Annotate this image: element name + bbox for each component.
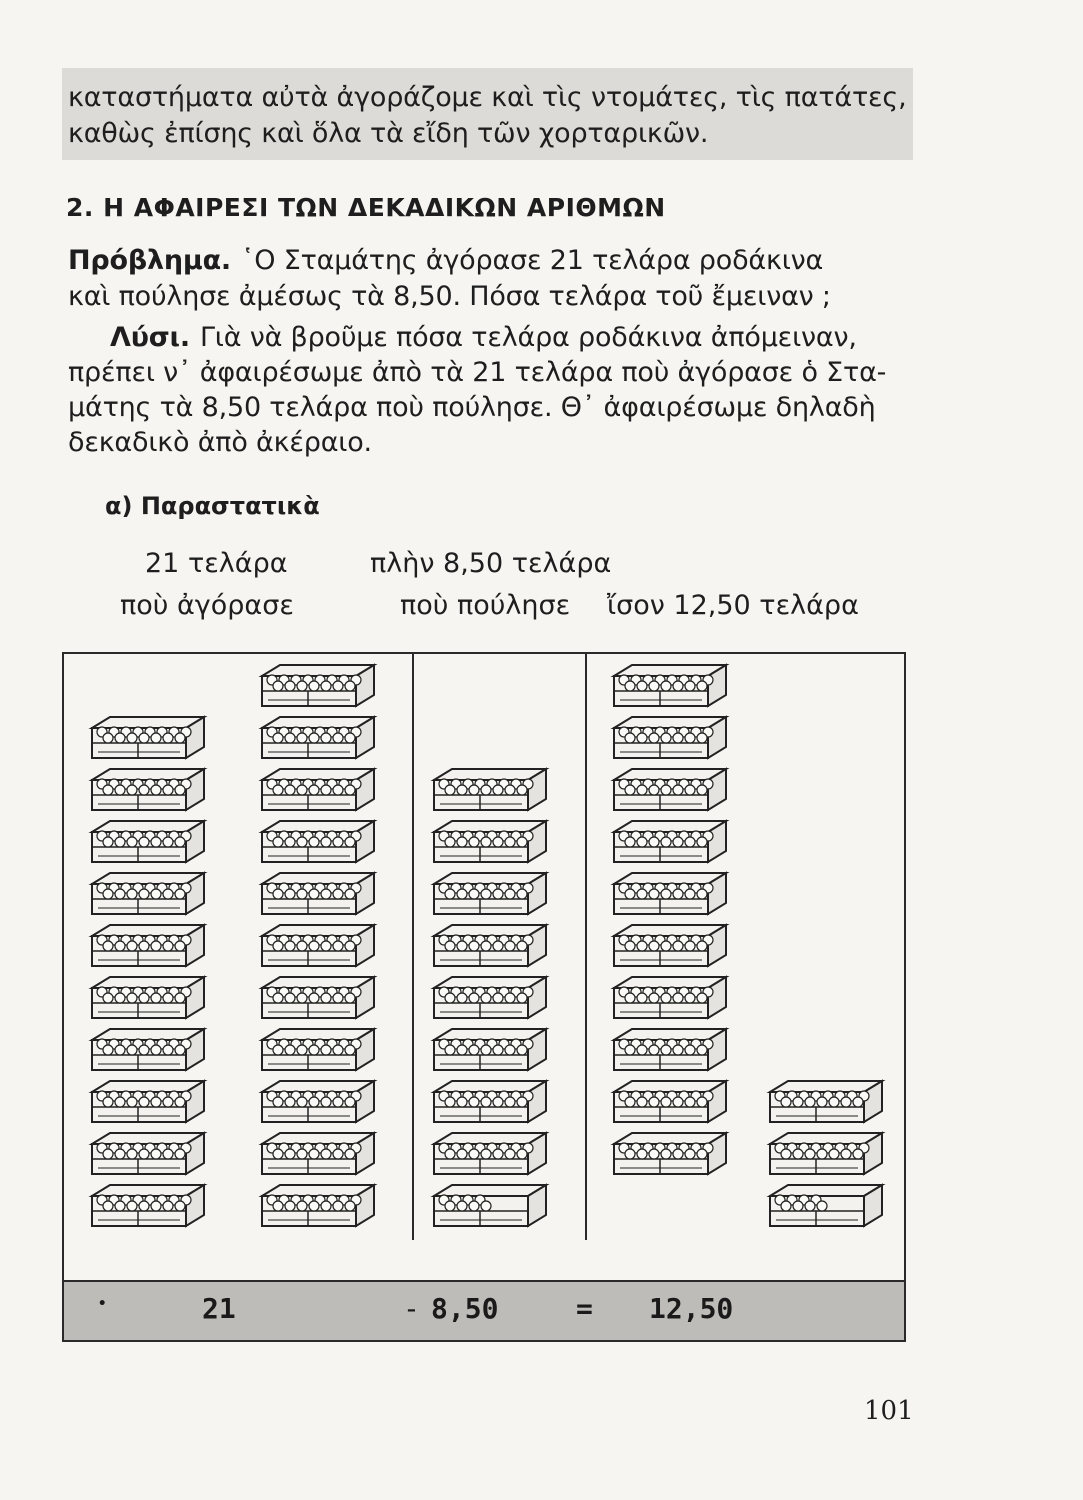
bought-crate [258,974,378,1024]
solution-text-1: Γιὰ νὰ βροῦμε πόσα τελάρα ροδάκινα ἀπόμειναν, [199,322,857,353]
bought-crate [258,1026,378,1076]
solution-line-1 [110,320,857,356]
caption-col2-top: πλὴν 8,50 τελάρα [370,548,612,579]
remaining-crate [610,818,730,868]
remaining-crate [610,1026,730,1076]
problem-text-1: ῾Ο Σταμάτης ἀγόρασε 21 τελάρα ροδάκινα [240,245,824,276]
sold-crate [430,1130,550,1180]
remaining-crate [766,1130,886,1180]
problem-line-1 [68,243,823,279]
bought-crate [88,1026,208,1076]
remaining-crate [766,1078,886,1128]
remaining-half-crate [766,1182,886,1232]
bought-crate [258,766,378,816]
bought-crate [88,922,208,972]
section-heading: 2. Η ΑΦΑΙΡΕΣΙ ΤΩΝ ΔΕΚΑΔΙΚΩΝ ΑΡΙΘΜΩΝ [66,193,666,222]
remaining-crate [610,662,730,712]
sold-crate [430,1078,550,1128]
equation-band [64,1280,904,1340]
problem-label: Πρόβλημα. [68,245,231,276]
sold-crate [430,922,550,972]
equation-minus: - [403,1292,420,1325]
bought-crate [88,1130,208,1180]
intro-line-2: καθὼς ἐπίσης καὶ ὅλα τὰ εἴδη τῶν χορταρικῶν. [68,118,709,149]
sold-crate [430,1026,550,1076]
bought-crate [258,1182,378,1232]
bought-crate [88,714,208,764]
dot-mark: • [98,1296,107,1312]
equation-a: 21 [202,1292,236,1325]
sold-half-crate [430,1182,550,1232]
sold-crate [430,818,550,868]
caption-col1-top: 21 τελάρα [145,548,288,579]
remaining-crate [610,974,730,1024]
bought-crate [258,714,378,764]
equation-equals: = [576,1292,593,1325]
sold-crate [430,766,550,816]
bought-crate [258,818,378,868]
crates-illustration [62,652,906,1342]
remaining-crate [610,1078,730,1128]
bought-crate [258,870,378,920]
caption-col2-bottom: ποὺ πούλησε [400,590,571,621]
bought-crate [88,1182,208,1232]
bought-crate [258,1078,378,1128]
sold-crate [430,974,550,1024]
bought-crate [88,1078,208,1128]
solution-line-2: πρέπει ν᾽ ἀφαιρέσωμε ἀπὸ τὰ 21 τελάρα ποὺ ἀγόρασε ὁ Στα- [68,357,887,388]
remaining-crate [610,922,730,972]
page-number: 101 [864,1396,914,1426]
bought-crate [88,974,208,1024]
remaining-crate [610,714,730,764]
bought-crate [258,1130,378,1180]
problem-line-2: καὶ πούλησε ἀμέσως τὰ 8,50. Πόσα τελάρα τοῦ ἔμειναν ; [68,281,831,312]
bought-crate [88,818,208,868]
solution-line-4: δεκαδικὸ ἀπὸ ἀκέραιο. [68,427,372,458]
bought-crate [88,870,208,920]
equation-b: 8,50 [431,1292,499,1325]
caption-col3: ἴσον 12,50 τελάρα [607,590,859,621]
remaining-crate [610,1130,730,1180]
figure-subheading: α) Παραστατικὰ [105,492,320,520]
intro-line-1: καταστήματα αὐτὰ ἀγοράζομε καὶ τὶς ντομάτες, τὶς πατάτες, [68,82,907,113]
remaining-crate [610,766,730,816]
divider-minus [412,654,414,1240]
caption-col1-bottom: ποὺ ἀγόρασε [120,590,294,621]
bought-crate [258,662,378,712]
bought-crate [88,766,208,816]
sold-crate [430,870,550,920]
divider-equals [585,654,587,1240]
equation-c: 12,50 [649,1292,734,1325]
solution-label: Λύσι. [110,322,190,353]
remaining-crate [610,870,730,920]
solution-line-3: μάτης τὰ 8,50 τελάρα ποὺ πούλησε. Θ᾽ ἀφαιρέσωμε δηλαδὴ [68,392,876,423]
bought-crate [258,922,378,972]
